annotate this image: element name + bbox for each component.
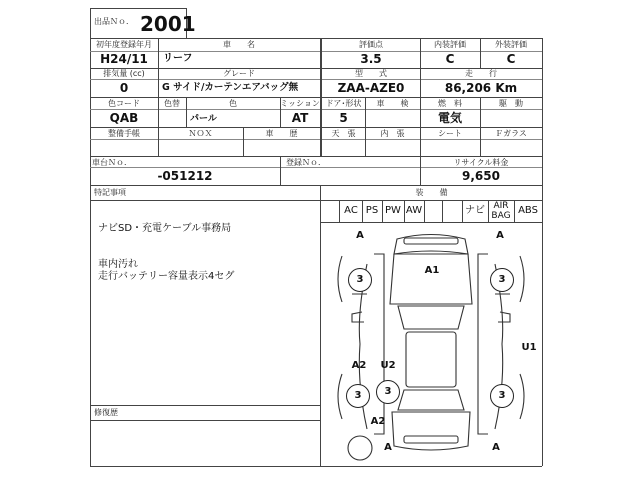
damage-right-side: U1	[521, 342, 537, 353]
lot-number-label: 出品Ｎｏ．	[94, 17, 134, 26]
mission-label: ミッション	[280, 99, 320, 108]
color-code-value: QAB	[109, 111, 139, 125]
mileage-value: 86,206 Km	[444, 81, 518, 95]
drive-label: 駆 動	[499, 99, 523, 108]
fuel-label: 燃 料	[438, 99, 462, 108]
chassis-number-value: -051212	[157, 169, 213, 183]
recycle-fee-value: 9,650	[462, 169, 500, 183]
car-name-value: リーフ	[163, 53, 193, 64]
damage-front-left: A	[356, 230, 364, 241]
color-label: 色	[229, 99, 237, 108]
damage-left-rear-wheel: 3	[346, 384, 370, 408]
grade-value: G サイド/カーテンエアバッグ無	[162, 82, 299, 93]
equipment-item: PW	[385, 205, 401, 216]
lot-number: 2001	[140, 12, 196, 36]
recycle-fee-label: リサイクル料金	[453, 158, 509, 167]
damage-rear-left: A	[384, 442, 392, 453]
damage-right-front-wheel: 3	[490, 268, 514, 292]
equipment-item: PS	[365, 205, 379, 216]
first-registration-value: H24/11	[100, 52, 148, 66]
mileage-label: 走 行	[465, 69, 497, 78]
grade-label: グレード	[223, 69, 255, 78]
equipment-item: ナビ	[465, 205, 485, 216]
interior-grade-label: 内装評価	[434, 40, 466, 49]
exterior-grade-value: C	[506, 52, 516, 66]
chassis-number-label: 車台Ｎｏ．	[92, 158, 132, 167]
inspection-label: 車 検	[376, 99, 409, 108]
notes-line-2: 車内汚れ	[98, 259, 138, 270]
damage-left-rear-3: 3	[376, 380, 400, 404]
damage-left-door-a2: A2	[351, 360, 367, 371]
damage-right-rear-wheel: 3	[490, 384, 514, 408]
front-glass-label: Ｆガラス	[495, 129, 527, 138]
doors-value: 5	[339, 111, 348, 125]
maintenance-book-label: 整備手帳	[108, 129, 140, 138]
notes-label: 特記事項	[94, 188, 126, 197]
equipment-item: AIR BAG	[491, 201, 511, 221]
damage-front-right: A	[496, 230, 504, 241]
displacement-value: 0	[119, 81, 129, 95]
score-value: 3.5	[360, 52, 382, 66]
notes-line-1: ナビSD・充電ケーブル事務局	[98, 223, 232, 234]
color-value: パール	[190, 114, 217, 124]
notes-line-3: 走行バッテリー容量表示4セグ	[98, 271, 235, 282]
repair-history-label: 修復歴	[94, 408, 118, 417]
exterior-grade-label: 外装評価	[495, 40, 527, 49]
model-code-value: ZAA-AZE0	[337, 81, 405, 95]
registration-number-label: 登録Ｎｏ．	[286, 158, 326, 167]
damage-left-door-u2: U2	[380, 360, 396, 371]
fuel-value: 電気	[437, 111, 462, 125]
equipment-item: AC	[344, 205, 358, 216]
roof-lining-label: 天 張	[331, 129, 356, 138]
mission-value: AT	[291, 111, 309, 125]
equipment-item: ABS	[518, 205, 538, 216]
car-name-label: 車 名	[223, 40, 255, 49]
score-label: 評価点	[359, 40, 383, 49]
seat-label: シート	[438, 129, 462, 138]
car-diagram	[322, 224, 540, 464]
first-registration-label: 初年度登録年月	[96, 40, 152, 49]
damage-rear-right: A	[492, 442, 500, 453]
interior-grade-value: C	[445, 52, 455, 66]
equipment-label: 装 備	[415, 188, 448, 197]
color-code-label: 色コード	[108, 99, 140, 108]
vehicle-history-label: 車 歴	[265, 129, 298, 138]
interior-trim-label: 内 張	[380, 129, 405, 138]
equipment-item: AW	[405, 205, 423, 216]
model-code-label: 型 式	[355, 69, 387, 78]
doors-label: ドア･形状	[325, 99, 362, 108]
color-swap-label: 色替	[164, 99, 180, 108]
nox-label: ＮＯＸ	[188, 129, 213, 138]
damage-left-front-wheel: 3	[348, 268, 372, 292]
damage-rear-a2: A2	[370, 416, 386, 427]
damage-roof: A1	[424, 265, 440, 276]
displacement-label: 排気量 (cc)	[103, 69, 145, 78]
